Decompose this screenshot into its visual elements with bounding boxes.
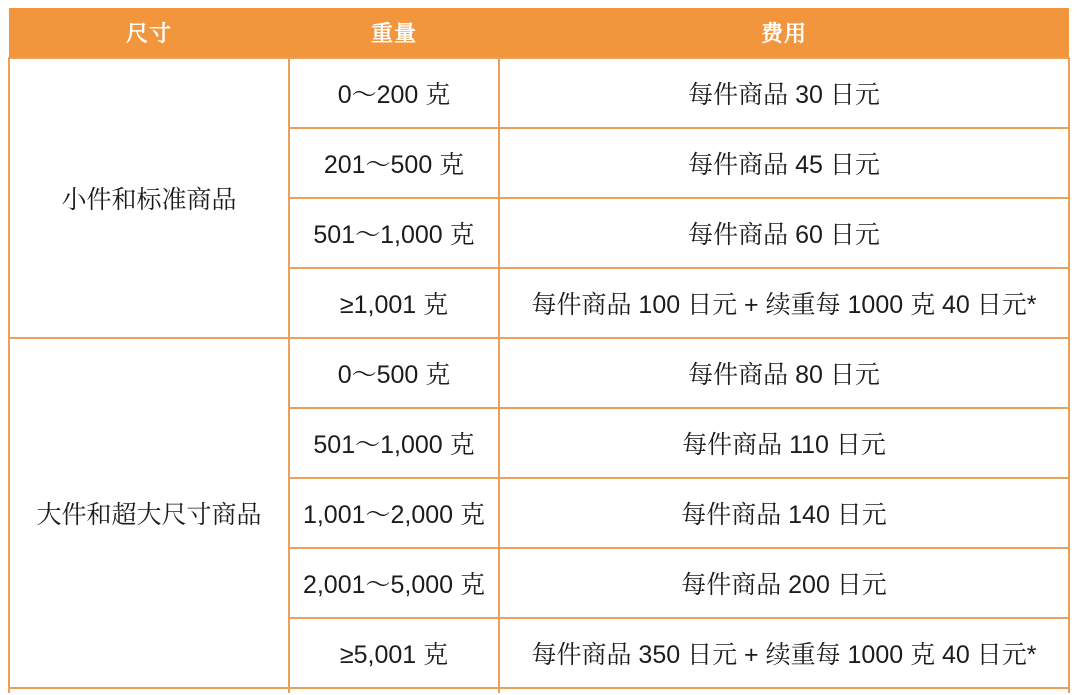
fee-cell: 每件商品 140 日元 [499,478,1069,548]
weight-cell: 501～1,000 克 [289,198,499,268]
fee-cell: 每件商品 30 日元 [499,58,1069,128]
table-header [9,8,1069,58]
table-body [9,58,1069,693]
fee-cell [499,688,1069,693]
weight-cell [289,688,499,693]
weight-cell: 0～500 克 [289,338,499,408]
shipping-fee-table [8,8,1070,693]
table-row [9,338,1069,408]
column-header-size: 尺寸 [9,8,289,58]
fee-cell: 每件商品 350 日元 + 续重每 1000 克 40 日元* [499,618,1069,688]
size-group-cell: 大件和超大尺寸商品 [9,338,289,688]
size-group-cell: 小件和标准商品 [9,58,289,338]
fee-cell: 每件商品 60 日元 [499,198,1069,268]
fee-cell: 每件商品 80 日元 [499,338,1069,408]
weight-cell: ≥5,001 克 [289,618,499,688]
column-header-weight: 重量 [289,8,499,58]
column-header-fee: 费用 [499,8,1069,58]
weight-cell: ≥1,001 克 [289,268,499,338]
table-row [9,58,1069,128]
fee-cell: 每件商品 45 日元 [499,128,1069,198]
fee-cell: 每件商品 100 日元 + 续重每 1000 克 40 日元* [499,268,1069,338]
weight-cell: 501～1,000 克 [289,408,499,478]
cutoff-row [9,688,1069,693]
weight-cell: 201～500 克 [289,128,499,198]
weight-cell: 0～200 克 [289,58,499,128]
weight-cell: 2,001～5,000 克 [289,548,499,618]
fee-cell: 每件商品 200 日元 [499,548,1069,618]
header-row [9,8,1069,58]
size-group-cell [9,688,289,693]
fee-cell: 每件商品 110 日元 [499,408,1069,478]
weight-cell: 1,001～2,000 克 [289,478,499,548]
